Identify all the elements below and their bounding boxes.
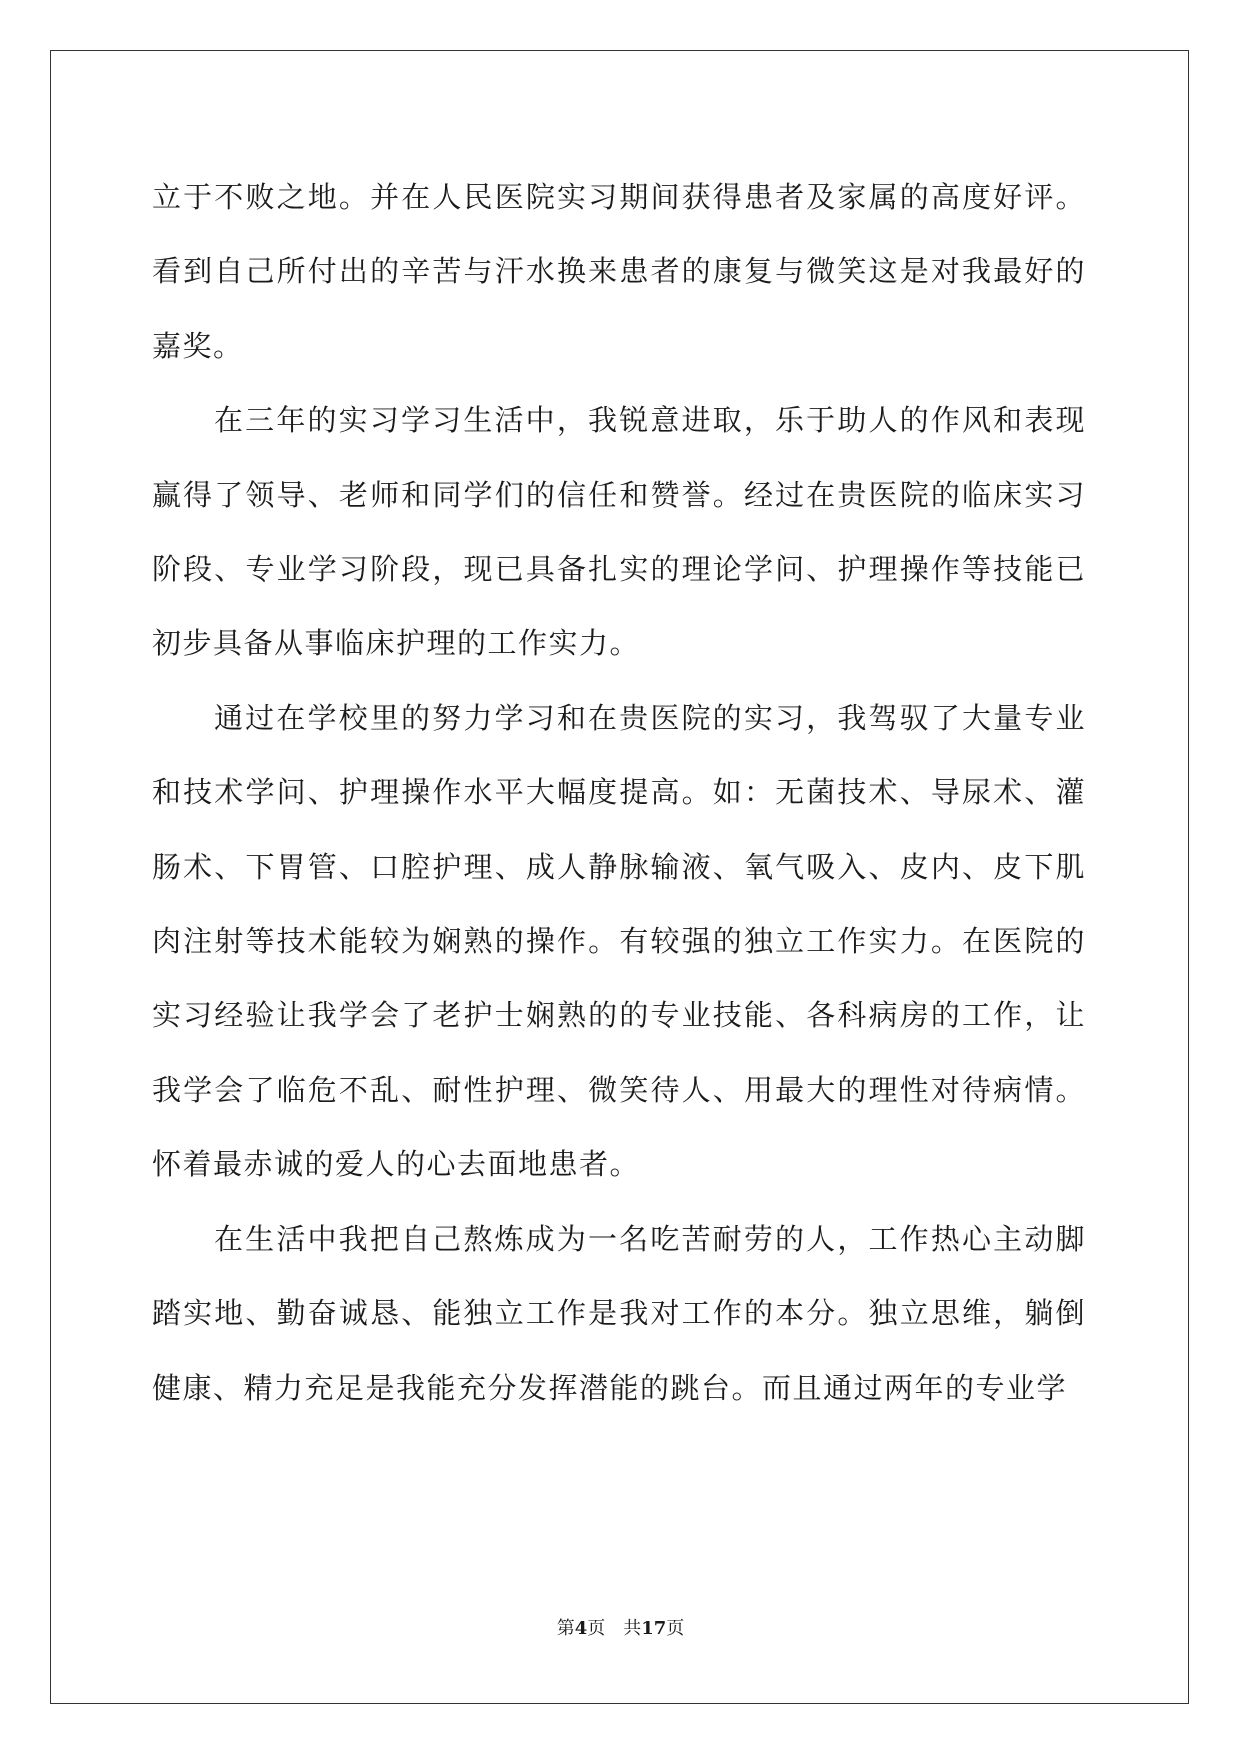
paragraph-3: 通过在学校里的努力学习和在贵医院的实习，我驾驭了大量专业和技术学问、护理操作水平大幅度提高。如：无菌技术、导尿术、灌肠术、下胃管、口腔护理、成人静脉输液、氧气吸入、皮内、皮下肌肉注射等技术能较为娴熟的操作。有较强的独立工作实力。在医院的实习经验让我学会了老护士娴熟的的专业技能、各科病房的工作，让我学会了临危不乱、耐性护理、微笑待人、用最大的理性对待病情。怀着最赤诚的爱人的心去面地患者。	[152, 700, 1086, 1182]
paragraph-2: 在三年的实习学习生活中，我锐意进取，乐于助人的作风和表现赢得了领导、老师和同学们的信任和赞誉。经过在贵医院的临床实习阶段、专业学习阶段，现已具备扎实的理论学问、护理操作等技能已初步具备从事临床护理的工作实力。	[152, 403, 1086, 661]
current-page-number: 4	[574, 1618, 588, 1639]
total-page-count: 17	[641, 1618, 667, 1639]
footer-total-suffix: 页	[666, 1618, 685, 1639]
footer-prefix: 第	[556, 1618, 575, 1639]
paragraph-4: 在生活中我把自己熬炼成为一名吃苦耐劳的人，工作热心主动脚踏实地、勤奋诚恳、能独立工作是我对工作的本分。独立思维，躺倒健康、精力充足是我能充分发挥潜能的跳台。而且通过两年的专业学	[152, 1221, 1086, 1405]
page-footer	[0, 1614, 1241, 1640]
document-body	[152, 160, 1086, 1425]
paragraph-1: 立于不败之地。并在人民医院实习期间获得患者及家属的高度好评。看到自己所付出的辛苦与汗水换来患者的康复与微笑这是对我最好的嘉奖。	[152, 180, 1086, 363]
footer-total-prefix: 共	[623, 1618, 642, 1639]
footer-page-suffix: 页	[587, 1618, 606, 1639]
